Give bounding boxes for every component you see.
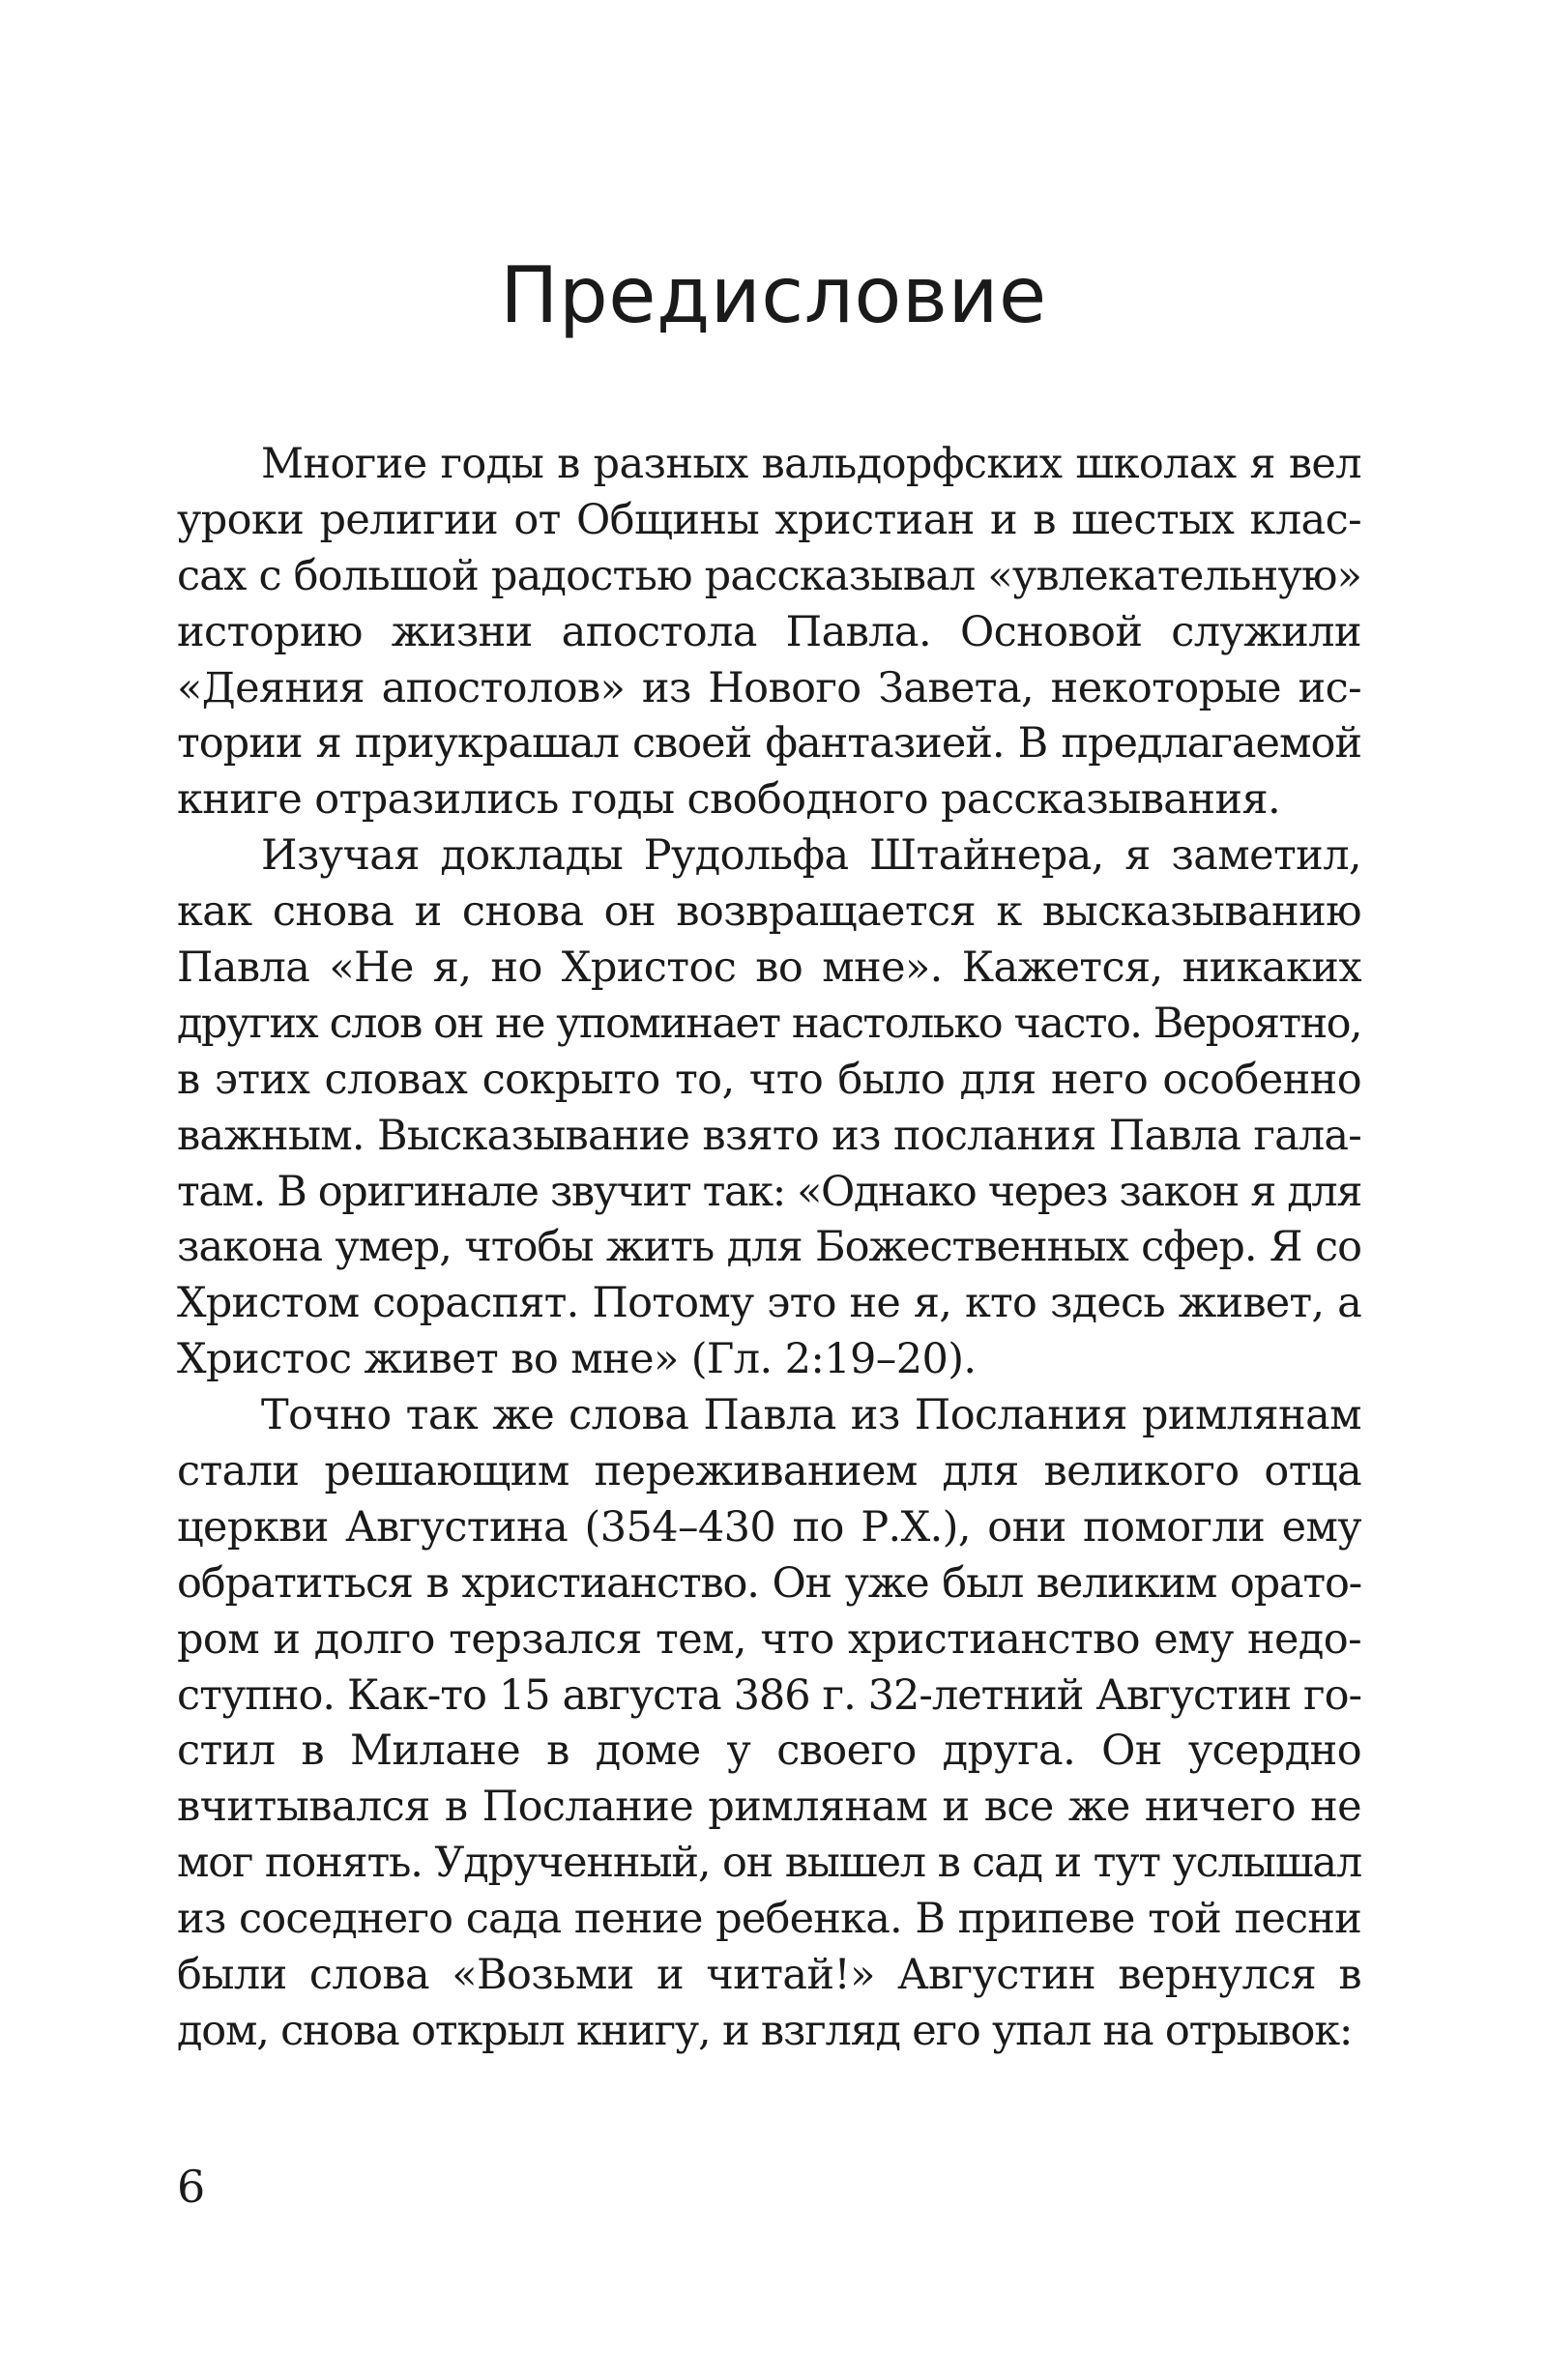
text-line: из соседнего сада пение ребенка. В припеве той песни (177, 1895, 1361, 1944)
text-line: вчитывался в Послание римлянам и все же ничего не (177, 1783, 1361, 1832)
body-text (177, 437, 1361, 2060)
text-line: сах с большой радостью рассказывал «увлекательную» (177, 551, 1362, 600)
text-line: Христом сораспят. Потому это не я, кто здесь живет, а (177, 1279, 1361, 1328)
text-line: Христос живет во мне» (Гл. 2:19–20). (177, 1335, 977, 1384)
text-line: других слов он не упоминает настолько часто. Вероятно, (177, 999, 1361, 1048)
text-line: историю жизни апостола Павла. Основой служили (177, 607, 1361, 656)
text-line: важным. Высказывание взято из послания Павла гала- (177, 1111, 1361, 1160)
chapter-title: Предисловие (500, 250, 1047, 340)
text-line: Павла «Не я, но Христос во мне». Кажется, никаких (177, 943, 1361, 993)
text-line: обратиться в христианство. Он уже был великим орато- (177, 1558, 1361, 1608)
text-line: закона умер, чтобы жить для Божественных сфер. Я со (177, 1223, 1361, 1272)
text-line: стали решающим переживанием для великого отца (177, 1447, 1361, 1496)
text-line: уроки религии от Общины христиан и в шестых клас- (177, 495, 1361, 544)
text-line: Точно так же слова Павла из Послания римлянам (261, 1391, 1361, 1440)
text-line: ступно. Как-то 15 августа 386 г. 32-летний Августин го- (177, 1670, 1361, 1720)
text-line: стил в Милане в доме у своего друга. Он усердно (177, 1727, 1361, 1776)
text-line: церкви Августина (354–430 по Р.Х.), они помогли ему (177, 1502, 1361, 1552)
paragraph (177, 1388, 1361, 2060)
text-line: тории я приукрашал своей фантазией. В предлагаемой (177, 719, 1361, 769)
text-line: там. В оригинале звучит так: «Однако через закон я для (177, 1167, 1361, 1216)
text-line: как снова и снова он возвращается к высказыванию (177, 887, 1361, 937)
text-line: Изучая доклады Рудольфа Штайнера, я заметил, (261, 831, 1361, 881)
text-line: «Деяния апостолов» из Нового Завета, некоторые ис- (177, 663, 1361, 712)
text-line: книге отразились годы свободного рассказывания. (177, 775, 1281, 825)
paragraph (177, 828, 1361, 1388)
text-line: мог понять. Удрученный, он вышел в сад и тут услышал (177, 1839, 1361, 1888)
paragraph (177, 437, 1361, 828)
text-line: в этих словах сокрыто то, что было для него особенно (177, 1055, 1361, 1104)
text-line: были слова «Возьми и читай!» Августин вернулся в (177, 1951, 1361, 2000)
text-line: дом, снова открыл книгу, и взгляд его упал на отрывок: (177, 2006, 1353, 2055)
text-line: ром и долго терзался тем, что христианство ему недо- (177, 1614, 1361, 1664)
page-number: 6 (177, 2161, 206, 2213)
text-line: Многие годы в разных вальдорфских школах я вел (261, 440, 1361, 488)
